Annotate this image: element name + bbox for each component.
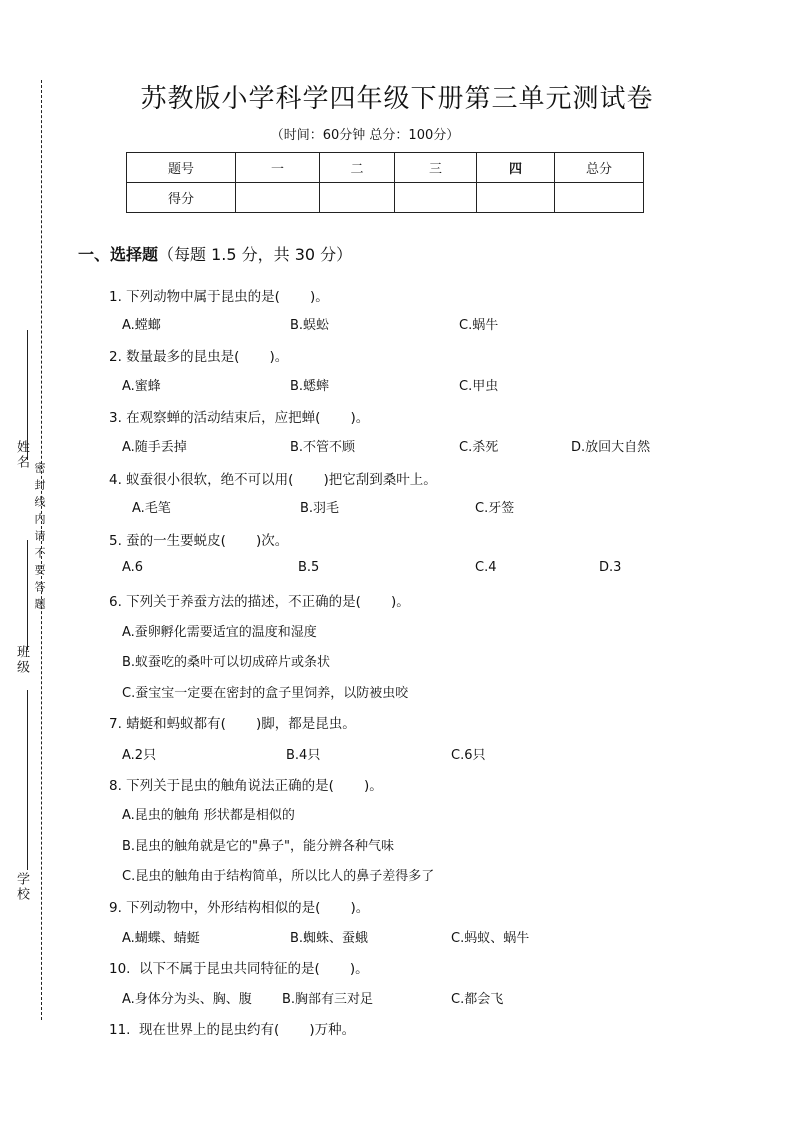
header-question-number: 题号 (127, 153, 236, 183)
q4-option-c: C.牙签 (475, 501, 515, 516)
question-11: 11. 现在世界上的昆虫约有( )万种。 (109, 1022, 356, 1038)
score-table (126, 152, 644, 213)
q3-option-b: B.不管不顾 (290, 440, 356, 455)
q7-option-a: A.2只 (122, 748, 157, 763)
score-cell[interactable] (555, 183, 644, 213)
q5-option-c: C.4 (475, 560, 497, 575)
q7-option-c: C.6只 (451, 748, 486, 763)
q4-option-b: B.羽毛 (300, 501, 340, 516)
exam-info: （时间：60分钟 总分：100分） (270, 128, 460, 143)
score-table-score-row (127, 183, 644, 213)
class-blank-line (27, 540, 28, 650)
score-cell[interactable] (477, 183, 555, 213)
header-part-1: 一 (236, 153, 320, 183)
q6-option-c: C.蚕宝宝一定要在密封的盒子里饲养，以防被虫咬 (122, 686, 409, 701)
score-cell[interactable] (236, 183, 320, 213)
score-cell[interactable] (395, 183, 477, 213)
q8-option-b: B.昆虫的触角就是它的"鼻子"，能分辨各种气味 (122, 839, 395, 854)
q2-option-a: A.蜜蜂 (122, 379, 161, 394)
q4-option-a: A.毛笔 (132, 501, 171, 516)
q1-option-a: A.螳螂 (122, 318, 161, 333)
q1-option-b: B.蜈蚣 (290, 318, 330, 333)
section-title: 一、选择题 (78, 245, 159, 264)
question-6: 6. 下列关于养蚕方法的描述，不正确的是( )。 (109, 594, 410, 610)
header-part-3: 三 (395, 153, 477, 183)
q8-option-a: A.昆虫的触角 形状都是相似的 (122, 808, 295, 823)
school-blank-line (27, 690, 28, 870)
header-part-2: 二 (320, 153, 395, 183)
question-7: 7. 蜻蜓和蚂蚁都有( )脚，都是昆虫。 (109, 716, 356, 732)
q9-option-a: A.蝴蝶、蜻蜓 (122, 931, 200, 946)
header-part-4: 四 (477, 153, 555, 183)
q10-option-a: A.身体分为头、胸、腹 (122, 992, 252, 1007)
school-label: 学校 (14, 872, 29, 902)
q6-option-a: A.蚕卵孵化需要适宜的温度和湿度 (122, 625, 317, 640)
q5-option-d: D.3 (599, 560, 622, 575)
question-5: 5. 蚕的一生要蜕皮( )次。 (109, 533, 289, 549)
q8-option-c: C.昆虫的触角由于结构简单，所以比人的鼻子差得多了 (122, 869, 435, 884)
score-table-header-row (127, 153, 644, 183)
score-cell[interactable] (320, 183, 395, 213)
q9-option-b: B.蜘蛛、蚕蛾 (290, 931, 369, 946)
question-3: 3. 在观察蝉的活动结束后，应把蝉( )。 (109, 410, 370, 426)
q3-option-d: D.放回大自然 (571, 440, 651, 455)
question-1: 1. 下列动物中属于昆虫的是( )。 (109, 289, 329, 305)
q6-option-b: B.蚁蚕吃的桑叶可以切成碎片或条状 (122, 655, 331, 670)
class-label: 班级 (14, 645, 29, 675)
question-8: 8. 下列关于昆虫的触角说法正确的是( )。 (109, 778, 383, 794)
seal-notice: 密封线内请不要答题 (33, 462, 46, 615)
q2-option-b: B.蟋蟀 (290, 379, 330, 394)
q3-option-a: A.随手丢掉 (122, 440, 187, 455)
section-note: （每题 1.5 分，共 30 分） (158, 245, 353, 264)
name-label: 姓名 (14, 440, 29, 470)
section-heading (78, 242, 352, 265)
page-title: 苏教版小学科学四年级下册第三单元测试卷 (140, 84, 654, 114)
q10-option-c: C.都会飞 (451, 992, 504, 1007)
q5-option-b: B.5 (298, 560, 320, 575)
q3-option-c: C.杀死 (459, 440, 499, 455)
q9-option-c: C.蚂蚁、蜗牛 (451, 931, 530, 946)
question-4: 4. 蚁蚕很小很软，绝不可以用( )把它刮到桑叶上。 (109, 472, 437, 488)
row-label-score: 得分 (127, 183, 236, 213)
header-total: 总分 (555, 153, 644, 183)
question-9: 9. 下列动物中，外形结构相似的是( )。 (109, 900, 370, 916)
q1-option-c: C.蜗牛 (459, 318, 499, 333)
q10-option-b: B.胸部有三对足 (282, 992, 374, 1007)
question-2: 2. 数量最多的昆虫是( )。 (109, 349, 289, 365)
q5-option-a: A.6 (122, 560, 144, 575)
q7-option-b: B.4只 (286, 748, 321, 763)
q2-option-c: C.甲虫 (459, 379, 499, 394)
question-10: 10. 以下不属于昆虫共同特征的是( )。 (109, 961, 369, 977)
